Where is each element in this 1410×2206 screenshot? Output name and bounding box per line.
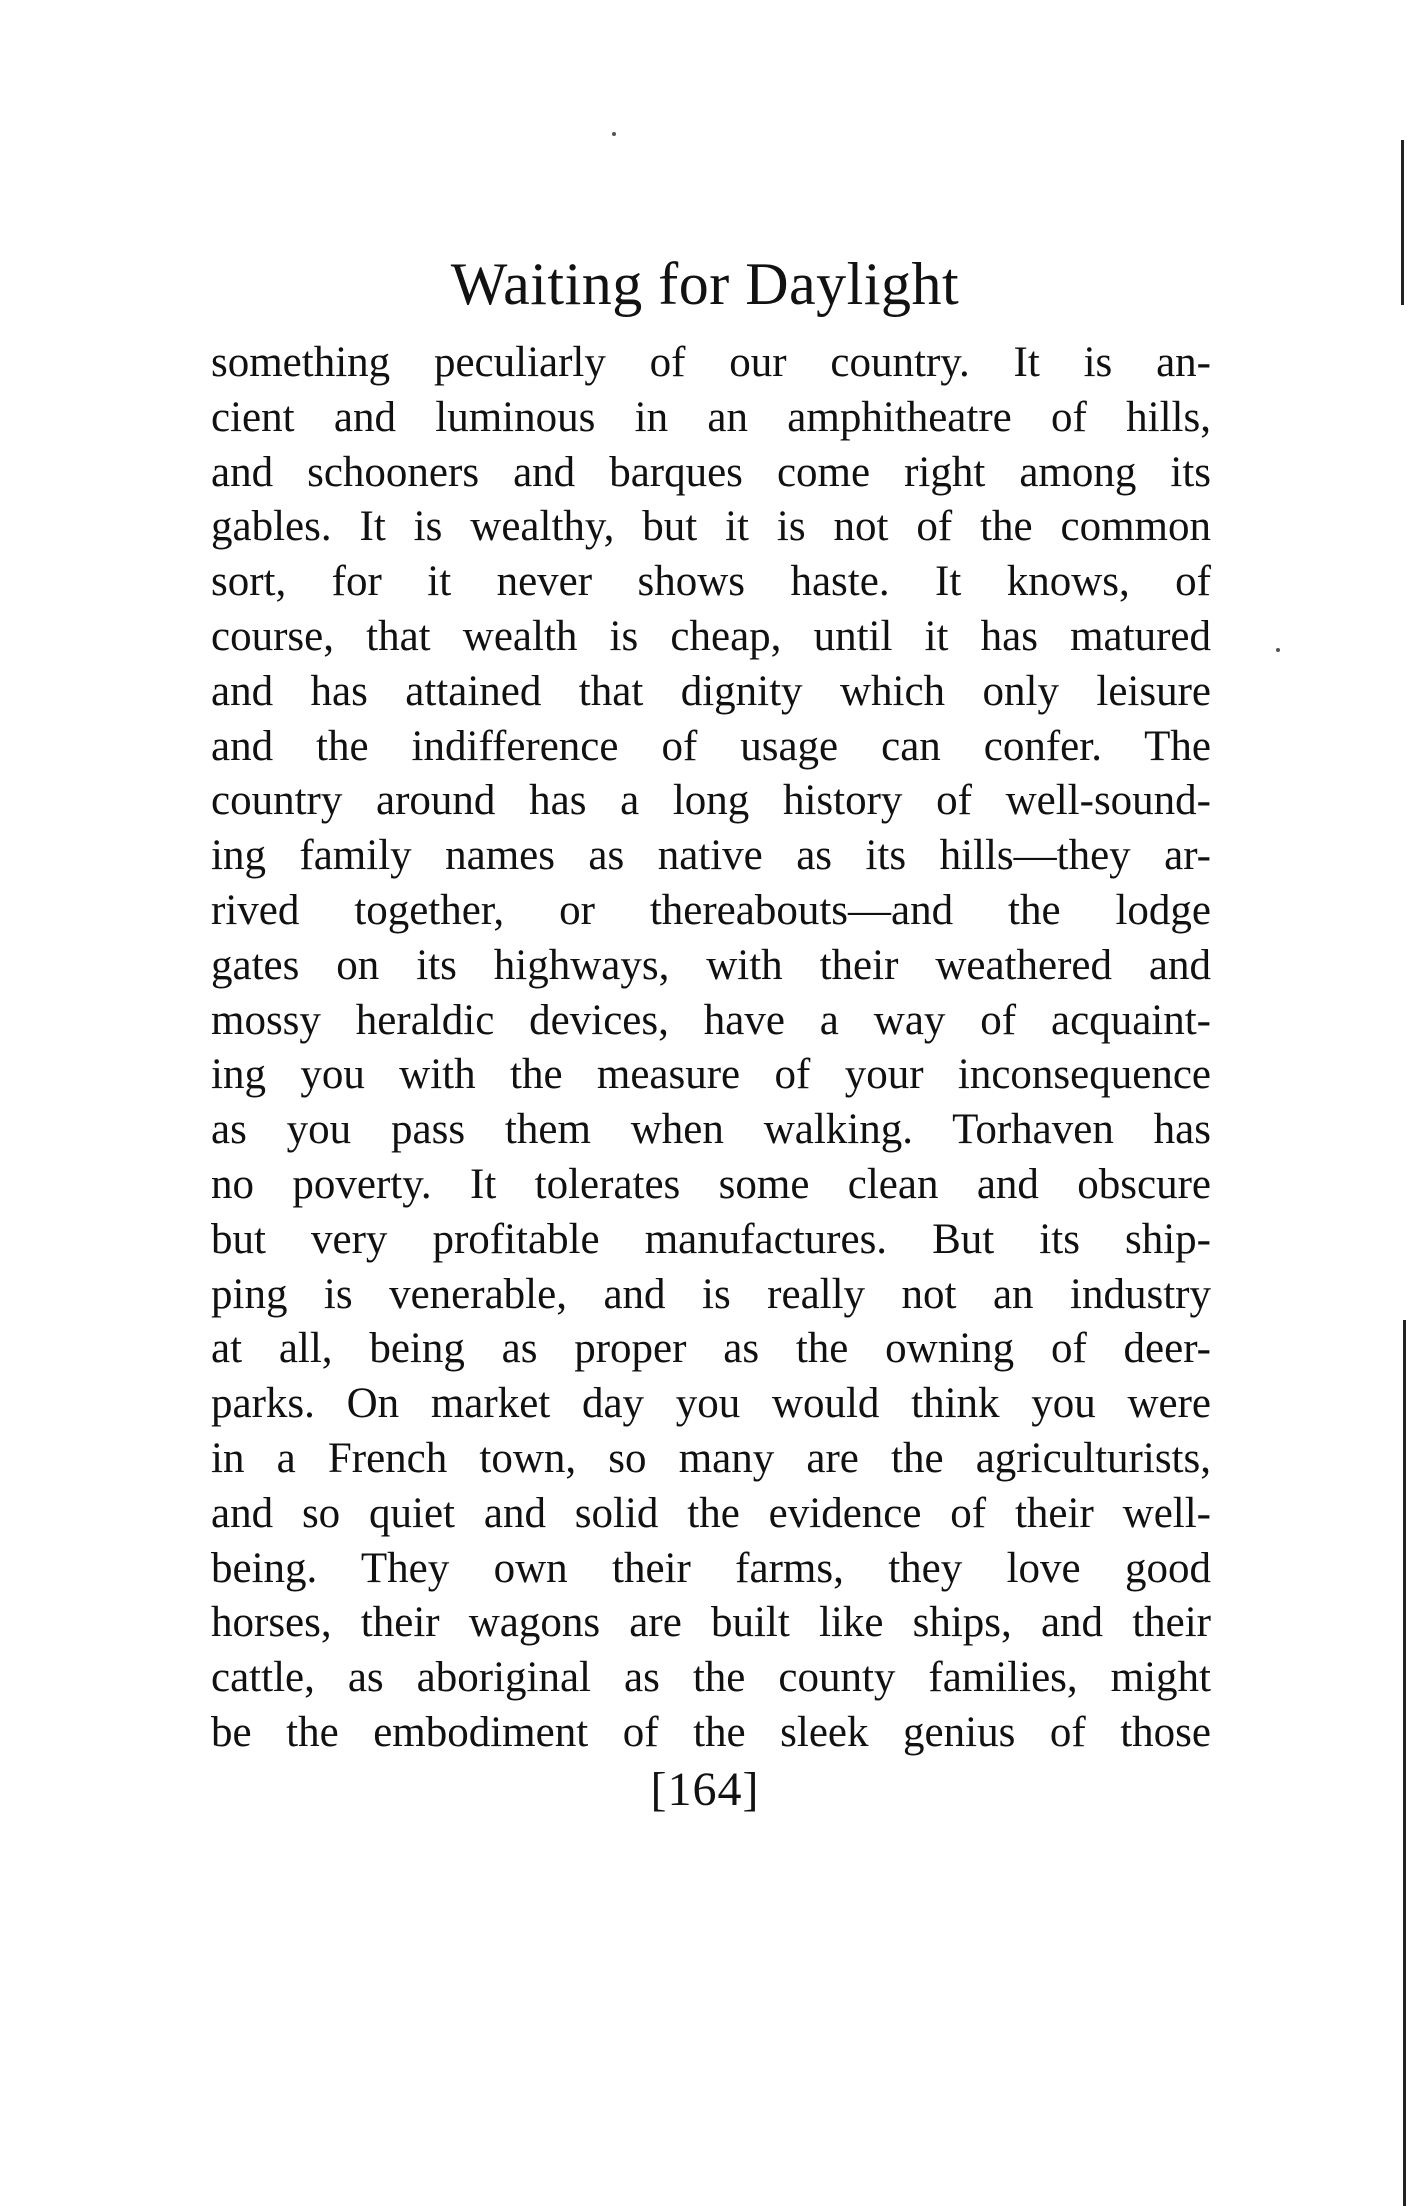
paper-speck: [612, 132, 616, 136]
text-line: gables. It is wealthy, but it is not of the common: [211, 503, 1211, 551]
text-line: ing family names as native as its hills—they ar-: [211, 832, 1211, 880]
text-line: but very profitable manufactures. But its ship-: [211, 1215, 1211, 1263]
text-line: being. They own their farms, they love good: [211, 1544, 1211, 1592]
text-line: at all, being as proper as the owning of deer-: [211, 1325, 1211, 1373]
text-line: and has attained that dignity which only leisure: [211, 667, 1211, 715]
text-line: no poverty. It tolerates some clean and obscure: [211, 1160, 1211, 1208]
text-line: country around has a long history of well-sound-: [211, 777, 1211, 825]
text-line: cient and luminous in an amphitheatre of hills,: [211, 393, 1211, 441]
text-line: cattle, as aboriginal as the county families, might: [211, 1654, 1211, 1702]
text-line: as you pass them when walking. Torhaven has: [211, 1106, 1211, 1154]
text-line: sort, for it never shows haste. It knows, of: [211, 558, 1211, 606]
page-number: [164]: [650, 1763, 760, 1816]
text-line: and the indifference of usage can confer. The: [211, 722, 1211, 770]
paper-speck: [1276, 648, 1280, 652]
text-line: gates on its highways, with their weathered and: [211, 941, 1211, 989]
body-text: [211, 336, 1211, 1761]
text-line: in a French town, so many are the agriculturists,: [211, 1434, 1211, 1482]
text-line: ing you with the measure of your inconsequence: [211, 1051, 1211, 1099]
text-line: something peculiarly of our country. It is an-: [211, 339, 1211, 386]
text-line: rived together, or thereabouts—and the lodge: [211, 886, 1211, 934]
text-line: mossy heraldic devices, have a way of acquaint-: [211, 996, 1211, 1044]
text-line: be the embodiment of the sleek genius of those: [211, 1708, 1211, 1756]
text-line: parks. On market day you would think you were: [211, 1380, 1211, 1428]
text-line: course, that wealth is cheap, until it has matured: [211, 612, 1211, 660]
text-line: horses, their wagons are built like ships, and their: [211, 1599, 1211, 1647]
running-head: Waiting for Daylight: [450, 251, 960, 317]
text-line: ping is venerable, and is really not an industry: [211, 1270, 1211, 1318]
text-line: and schooners and barques come right among its: [211, 448, 1211, 496]
text-line: and so quiet and solid the evidence of their well-: [211, 1489, 1211, 1537]
